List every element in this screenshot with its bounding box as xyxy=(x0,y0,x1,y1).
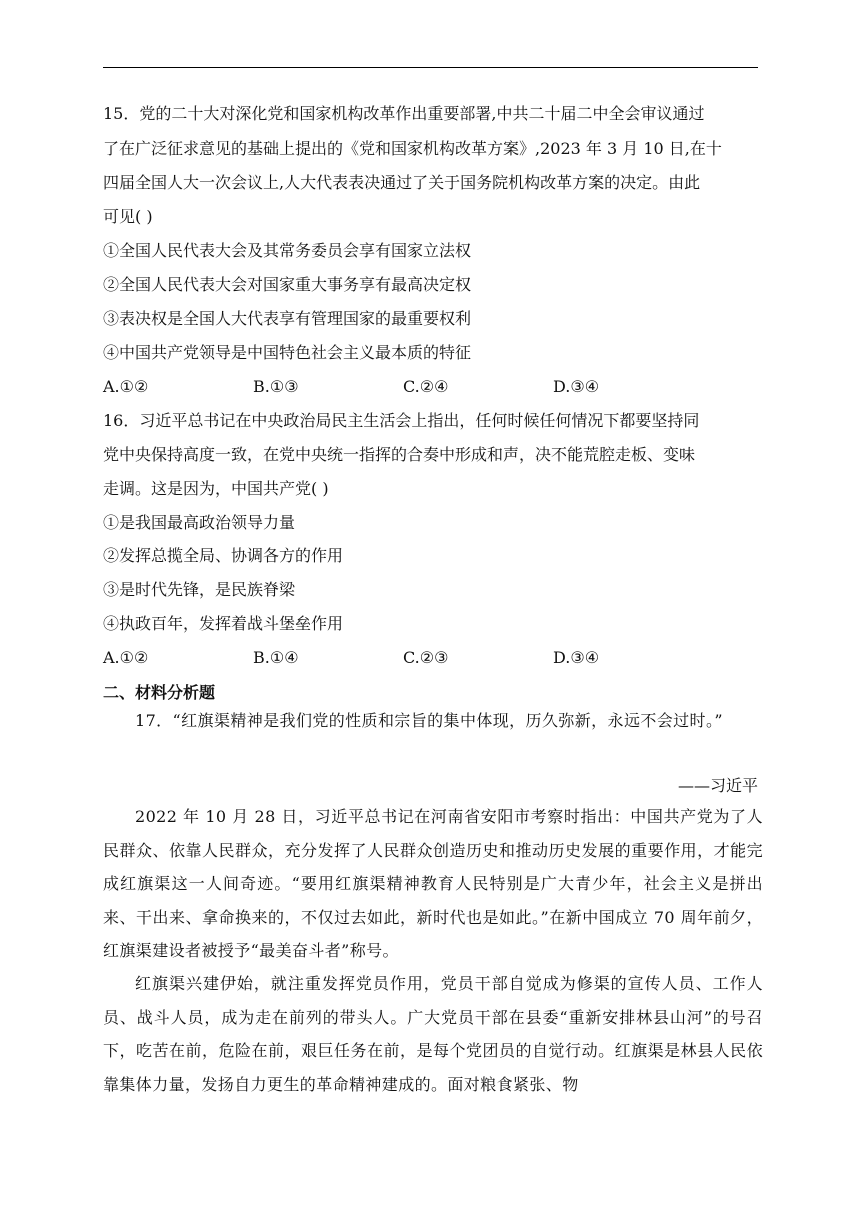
q15-option-3: ③表决权是全国人大代表享有管理国家的最重要权利 xyxy=(103,309,472,328)
q15-option-4: ④中国共产党领导是中国特色社会主义最本质的特征 xyxy=(103,343,472,362)
q15-option-1: ①全国人民代表大会及其常务委员会享有国家立法权 xyxy=(103,241,472,260)
q15-choice-d: D.③④ xyxy=(553,377,600,396)
q15-line-1: 15．党的二十大对深化党和国家机构改革作出重要部署,中共二十届二中全会审议通过 xyxy=(103,104,705,123)
q15-choice-a: A.①② xyxy=(103,377,149,396)
q16-choice-c: C.②③ xyxy=(403,648,449,667)
q16-choice-b: B.①④ xyxy=(253,648,299,667)
q16-option-2: ②发挥总揽全局、协调各方的作用 xyxy=(103,546,344,565)
q16-option-1: ①是我国最高政治领导力量 xyxy=(103,513,296,532)
q15-choice-b: B.①③ xyxy=(253,377,299,396)
q16-option-4: ④执政百年，发挥着战斗堡垒作用 xyxy=(103,614,344,633)
header-rule xyxy=(103,67,758,68)
q16-line-1: 16．习近平总书记在中央政治局民主生活会上指出，任何时候任何情况下都要坚持同 xyxy=(103,411,700,430)
q17-paragraph-1: 2022 年 10 月 28 日，习近平总书记在河南省安阳市考察时指出：中国共产党为了人民群众、依靠人民群众，充分发挥了人民群众创造历史和推动历史发展的重要作用，才能完成红旗渠这一人间奇迹。“要用红旗渠精神教育人民特别是广大青少年，社会主义是拼出来、干出来、拿命换来的，不仅过去如此，新时代也是如此。”在新中国成立 70 周年前夕，红旗渠建设者被授予“最美奋斗者”称号。 xyxy=(103,807,763,961)
q15-line-4: 可见( ) xyxy=(103,207,153,226)
q17-attribution: ——习近平 xyxy=(677,776,758,795)
q16-option-3: ③是时代先锋，是民族脊梁 xyxy=(103,580,296,599)
q16-line-3: 走调。这是因为，中国共产党( ) xyxy=(103,479,329,498)
q16-line-2: 党中央保持高度一致，在党中央统一指挥的合奏中形成和声，决不能荒腔走板、变味 xyxy=(103,445,696,464)
q17-paragraph-2: 红旗渠兴建伊始，就注重发挥党员作用，党员干部自觉成为修渠的宣传人员、工作人员、战斗人员，成为走在前列的带头人。广大党员干部在县委“重新安排林县山河”的号召下，吃苦在前，危险在前，艰巨任务在前，是每个党团员的自觉行动。红旗渠是林县人民依靠集体力量，发扬自力更生的革命精神建成的。面对粮食紧张、物 xyxy=(103,974,763,1094)
q15-line-2: 了在广泛征求意见的基础上提出的《党和国家机构改革方案》,2023 年 3 月 10 日,在十 xyxy=(103,139,722,158)
section-heading: 二、材料分析题 xyxy=(103,683,216,702)
q16-choice-a: A.①② xyxy=(103,648,149,667)
q17-quote: 17．“红旗渠精神是我们党的性质和宗旨的集中体现，历久弥新，永远不会过时。” xyxy=(135,711,723,730)
q15-option-2: ②全国人民代表大会对国家重大事务享有最高决定权 xyxy=(103,275,472,294)
q15-choice-c: C.②④ xyxy=(403,377,449,396)
q16-choice-d: D.③④ xyxy=(553,648,600,667)
q15-line-3: 四届全国人大一次会议上,人大代表表决通过了关于国务院机构改革方案的决定。由此 xyxy=(103,173,701,192)
